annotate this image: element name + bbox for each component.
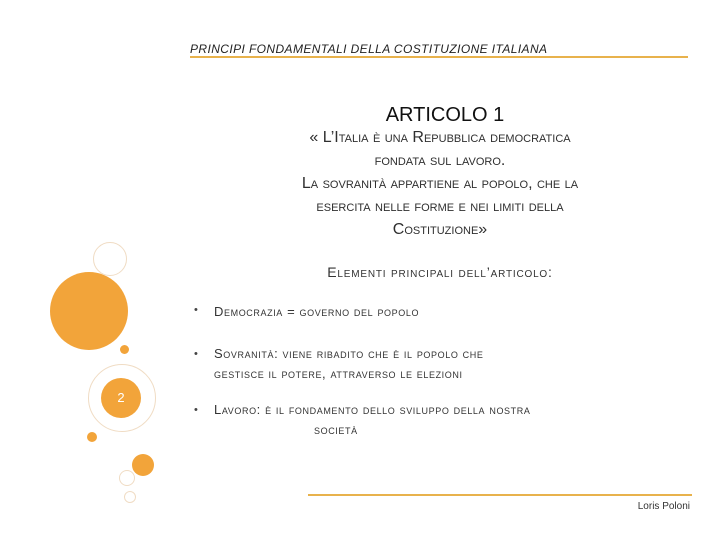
bullet-text: Democrazia = governo del popolo: [214, 304, 420, 319]
deco-circle-small: [132, 454, 154, 476]
bullet-icon: •: [194, 404, 199, 416]
quote-line: Costituzione»: [392, 221, 488, 238]
bullet-text: gestisce il potere, attraverso le elezioni: [214, 366, 463, 381]
quote-line: esercita nelle forme e nei limiti della: [316, 198, 564, 215]
deco-circle-outline: [119, 470, 135, 486]
bullet-icon: •: [194, 348, 199, 360]
article-quote: [190, 126, 690, 241]
section-header: PRINCIPI FONDAMENTALI DELLA COSTITUZIONE ITALIANA: [190, 42, 548, 56]
deco-dot: [87, 432, 97, 442]
bullet-text: Lavoro: è il fondamento dello sviluppo della nostra: [214, 402, 531, 417]
deco-dot: [120, 345, 129, 354]
quote-line: La sovranità appartiene al popolo, che la: [301, 175, 579, 192]
slide-number: 2: [117, 390, 125, 405]
bullet-text: società: [314, 422, 358, 437]
slide-title: ARTICOLO 1: [385, 104, 505, 126]
quote-line: fondata sul lavoro.: [374, 152, 506, 169]
quote-line: « L’Italia è una Repubblica democratica: [309, 129, 571, 146]
list-item: [190, 304, 419, 319]
bullet-icon: •: [194, 304, 199, 316]
deco-circle-outline: [124, 491, 136, 503]
deco-circle-outline: [93, 242, 127, 276]
section-subtitle: Elementi principali dell’articolo:: [327, 264, 553, 280]
list-item: [190, 400, 530, 440]
deco-circle-large: [50, 272, 128, 350]
author-name: Loris Poloni: [637, 501, 690, 512]
list-item: [190, 344, 483, 384]
bullet-text: Sovranità: viene ribadito che è il popolo che: [214, 346, 484, 361]
header-rule: [190, 56, 688, 58]
footer-rule: [308, 494, 692, 496]
